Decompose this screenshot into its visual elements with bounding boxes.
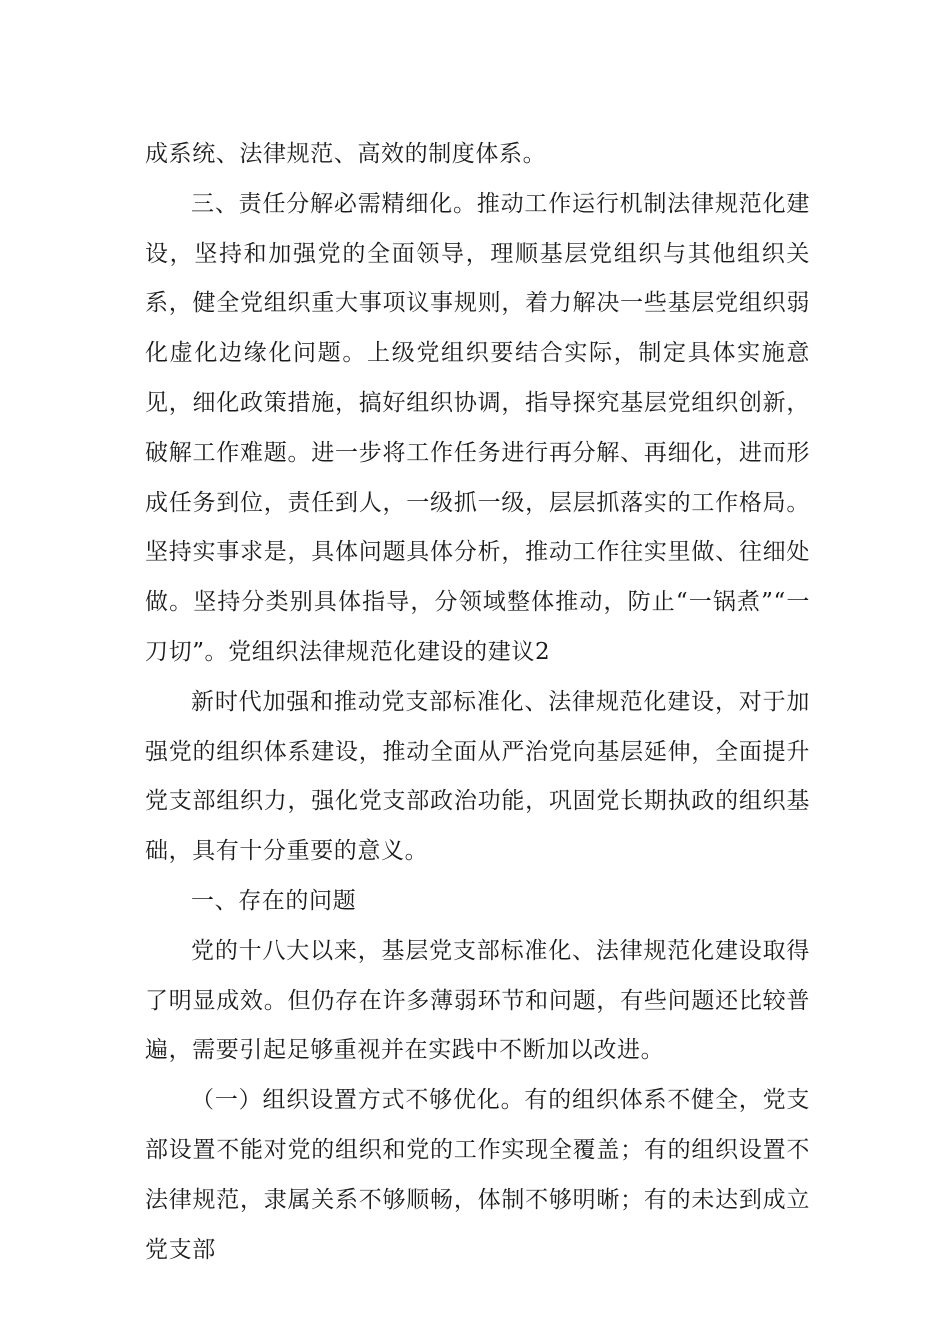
- section-heading-problems: 一、存在的问题: [191, 887, 357, 914]
- document-page: [145, 130, 810, 1275]
- paragraph-org-setup: （一）组织设置方式不够优化。有的组织体系不健全，党支部设置不能对党的组织和党的工作实现全覆盖；有的组织设置不法律规范，隶属关系不够顺畅，体制不够明晰；有的未达到成立党支部: [145, 1087, 810, 1263]
- paragraph-new-era: 新时代加强和推动党支部标准化、法律规范化建设，对于加强党的组织体系建设，推动全面从严治党向基层延伸，全面提升党支部组织力，强化党支部政治功能，巩固党长期执政的组织基础，具有十分重要的意义。: [145, 688, 810, 865]
- paragraph-continuation: 成系统、法律规范、高效的制度体系。: [145, 141, 547, 167]
- paragraph-responsibility: 三、责任分解必需精细化。推动工作运行机制法律规范化建设，坚持和加强党的全面领导，理顺基层党组织与其他组织关系，健全党组织重大事项议事规则，着力解决一些基层党组织弱化虚化边缘化问题。上级党组织要结合实际，制定具体实施意见，细化政策措施，搞好组织协调，指导探究基层党组织创新，破解工作难题。进一步将工作任务进行再分解、再细化，进而形成任务到位，责任到人，一级抓一级，层层抓落实的工作格局。坚持实事求是，具体问题具体分析，推动工作往实里做、往细处做。坚持分类别具体指导，分领域整体推动，防止“一锅煮”“一刀切”。党组织法律规范化建设的建议2: [145, 190, 810, 665]
- paragraph-since-18th: 党的十八大以来，基层党支部标准化、法律规范化建设取得了明显成效。但仍存在许多薄弱环节和问题，有些问题还比较普遍，需要引起足够重视并在实践中不断加以改进。: [145, 937, 810, 1064]
